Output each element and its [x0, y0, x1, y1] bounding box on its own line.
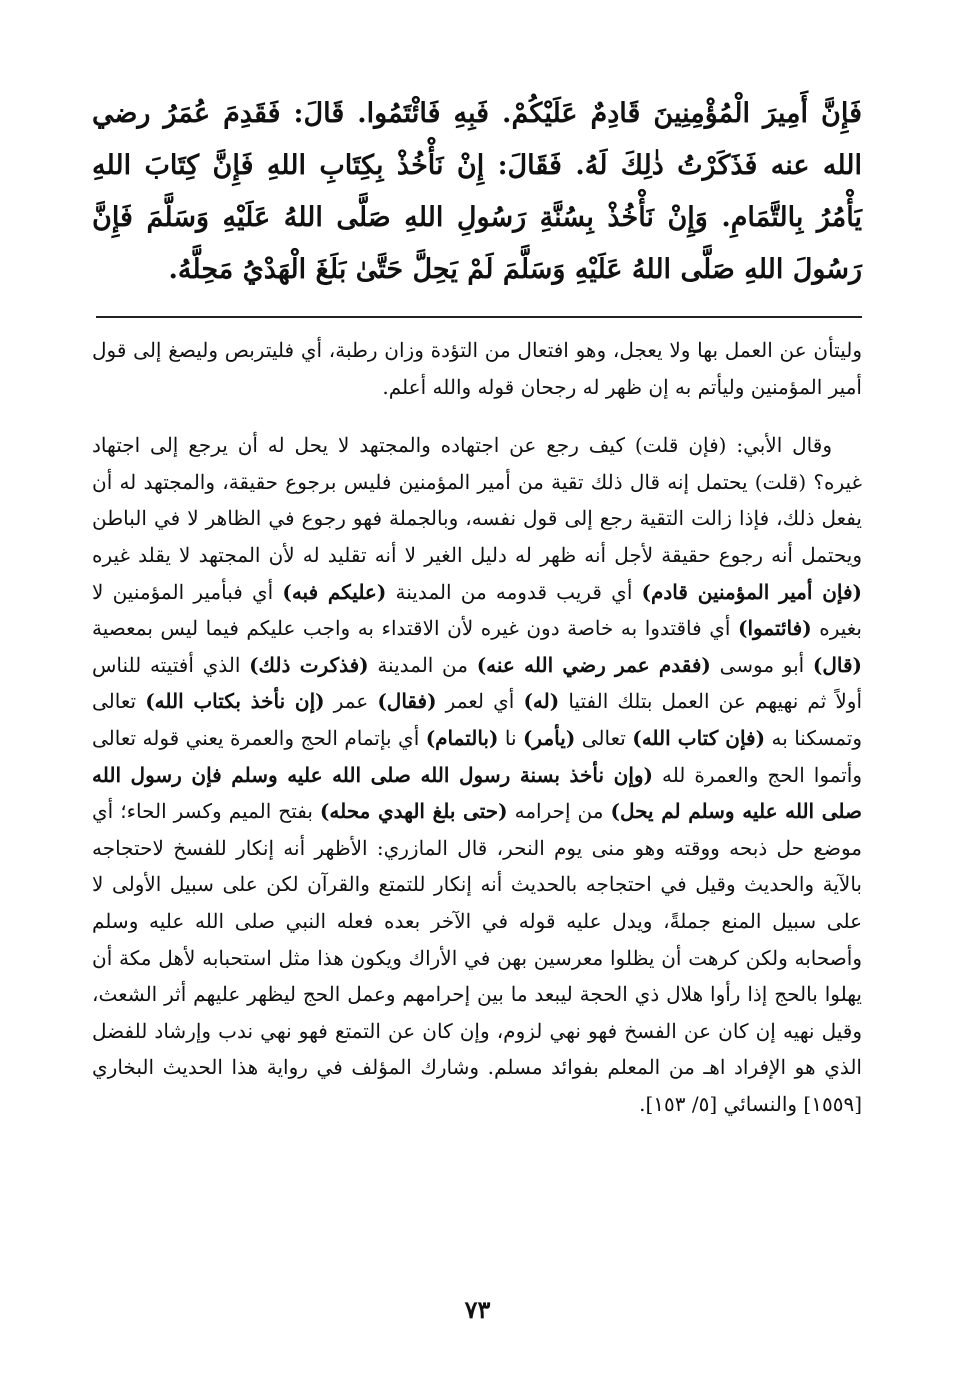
commentary-segment: أي فبأمير المؤمنين لا بغيره: [92, 579, 862, 641]
quoted-matn-segment: (بالتمام): [425, 725, 499, 750]
footnote-separator: [96, 316, 862, 318]
quoted-matn-segment: (فائتموا): [738, 616, 812, 641]
quoted-matn-segment: (يأمر): [522, 725, 576, 750]
commentary-block: [92, 332, 862, 1122]
commentary-paragraph-1: وليتأن عن العمل بها ولا يعجل، وهو افتعال من التؤدة وزان رطبة، أي فليتربص وليصغ إلى قول أمير المؤمنين وليأتم به إن ظهر له رجحان قوله والله أعلم.: [92, 338, 862, 399]
hadith-text: فَإِنَّ أَمِيرَ الْمُؤْمِنِينَ قَادِمٌ عَلَيْكُمْ. فَبِهِ فَائْتَمُوا. قَالَ: فَقَدِمَ عُمَرُ رضي الله عنه فَذَكَرْتُ ذٰلِكَ لَهُ. فَقَالَ: إِنْ نَأْخُذْ بِكِتَابِ اللهِ فَإِنَّ كِتَابَ اللهِ يَأْمُرُ بِالتَّمَامِ. وَإِنْ نَأْخُذْ بِسُنَّةِ رَسُولِ اللهِ صَلَّى اللهُ عَلَيْهِ وَسَلَّمَ فَإِنَّ رَسُولَ اللهِ صَلَّى اللهُ عَلَيْهِ وَسَلَّمَ لَمْ يَحِلَّ حَتَّىٰ بَلَغَ الْهَدْيُ مَحِلَّهُ.: [92, 98, 862, 285]
commentary-segment: أي فاقتدوا به خاصة دون غيره لأن الاقتداء به واجب عليكم فيما ليس بمعصية: [92, 616, 739, 641]
commentary-segment: أبو موسى: [710, 652, 813, 677]
commentary-paragraph-2: [92, 427, 862, 1122]
commentary-segment: أي بإتمام الحج والعمرة يعني قوله تعالى وأتموا الحج والعمرة لله: [92, 725, 862, 787]
page-number: ٧٣: [464, 1295, 491, 1324]
commentary-segment: بفتح الميم وكسر الحاء؛ أي موضع حل ذبحه ووقته وهو منى يوم النحر، قال المازري: الأظهر أنه إنكار للفسخ لاحتجاجه بالآية والحديث وقيل في احتجاجه بالحديث أنه إنكار للتمتع والقرآن لكن على سبيل الأولى لا على سبيل المنع جملةً، ويدل عليه قوله في الآخر بعده فعله النبي صلى الله عليه وسلم وأصحابه ولكن كرهت أن يظلوا معرسين بهن في الأراك ويكون هذا مثل استحبابه لأهل مكة أن يهلوا بالحج إذا رأوا هلال ذي الحجة ليبعد ما بين إحرامهم وعمل الحج ليظهر عليهم أثر الشعث، وقيل نهيه إن كان عن الفسخ فهو نهي لزوم، وإن كان عن التمتع فهو نهي ندب وإرشاد للفضل الذي هو الإفراد اهـ من المعلم بفوائد مسلم. وشارك المؤلف في رواية هذا الحديث البخاري [١٥٥٩] والنسائي [٥/ ١٥٣].: [92, 799, 863, 1116]
commentary-segment: الذي أفتيته للناس أولاً ثم نهيهم عن العمل بتلك الفتيا: [92, 652, 863, 714]
commentary-segment: نا: [498, 725, 523, 750]
quoted-matn-segment: (إن نأخذ بكتاب الله): [145, 689, 325, 714]
hadith-text-block: [92, 88, 862, 296]
quoted-matn-segment: (عليكم فبه): [282, 579, 387, 604]
commentary-segment: تعالى وتمسكنا به: [92, 689, 863, 750]
quoted-matn-segment: (فقدم عمر رضي الله عنه): [476, 652, 711, 677]
commentary-segment: من إحرامه: [507, 799, 611, 824]
quoted-matn-segment: (فإن أمير المؤمنين قادم): [641, 579, 862, 604]
commentary-segment: أي لعمر: [436, 689, 524, 714]
quoted-matn-segment: (قال): [812, 652, 863, 677]
quoted-matn-segment: (فذكرت ذلك): [249, 652, 369, 677]
quoted-matn-segment: (وإن نأخذ بسنة رسول الله صلى الله عليه وسلم فإن رسول الله صلى الله عليه وسلم لم يحل): [92, 762, 863, 824]
quoted-matn-segment: (حتى بلغ الهدي محله): [319, 799, 508, 824]
quoted-matn-segment: (فإن كتاب الله): [632, 725, 766, 750]
quoted-matn-segment: (فقال): [377, 689, 437, 714]
commentary-segment: أي قريب قدومه من المدينة: [386, 579, 642, 604]
commentary-segment: تعالى: [575, 725, 633, 750]
commentary-segment: عمر: [324, 689, 378, 714]
commentary-segment: وقال الأبي: (فإن قلت) كيف رجع عن اجتهاده والمجتهد لا يحل له أن يرجع إلى اجتهاد غيره؟ (قلت) يحتمل إنه قال ذلك تقية من أمير المؤمنين فليس برجوع حقيقة، والمجتهد له أن يفعل ذلك، فإذا زالت التقية رجع إلى قول نفسه، وبالجملة فهو رجوع في الظاهر لا في الباطن ويحتمل أنه رجوع حقيقة لأجل أنه ظهر له دليل الغير لا أنه تقليد له لأن المجتهد لا يقلد غيره: [92, 433, 862, 567]
quoted-matn-segment: (له): [523, 689, 560, 714]
commentary-segment: من المدينة: [368, 652, 477, 677]
